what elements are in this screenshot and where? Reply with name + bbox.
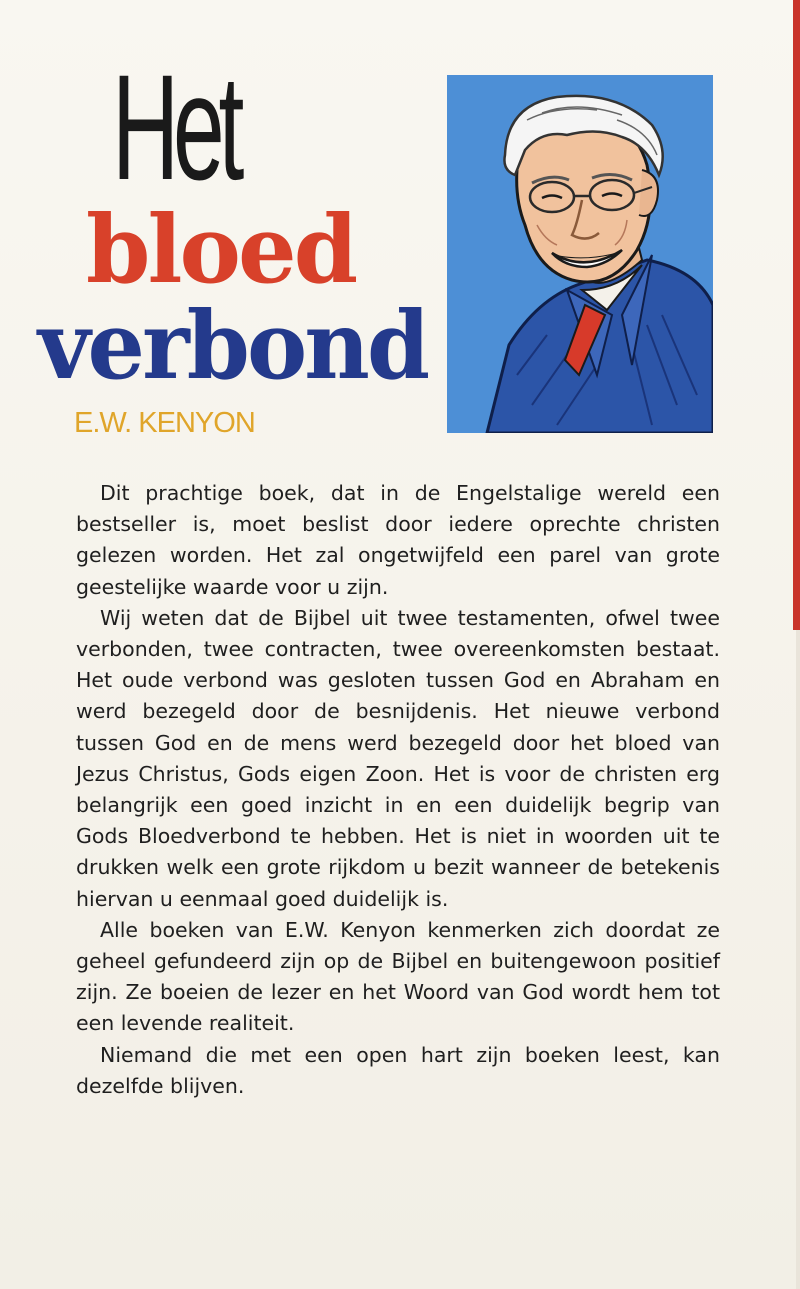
title-verbond: verbond	[38, 291, 428, 401]
spine-edge	[796, 630, 800, 1289]
blurb-paragraph-4: Niemand die met een open hart zijn boeken leest, kan dezelfde blijven.	[76, 1042, 720, 1098]
blurb-paragraph-2: Wij weten dat de Bijbel uit twee testamenten, ofwel twee verbonden, twee contracten, twee overeenkomsten bestaat. Het oude verbond was gesloten tussen God en Abraham en werd bezegeld door de besnijdenis. Het nieuwe verbond tussen God en de mens werd bezegeld door het bloed van Jezus Christus, Gods eigen Zoon. Het is voor de christen erg belangrijk een goed inzicht in en een duidelijk begrip van Gods Bloedverbond te hebben. Het is niet in woorden uit te drukken welk een grote rijkdom u bezit wanneer de betekenis hiervan u eenmaal goed duidelijk is.	[76, 605, 720, 911]
title-het: Het	[112, 43, 239, 211]
author-name: E.W. KENYON	[74, 407, 255, 439]
blurb-paragraph-1: Dit prachtige boek, dat in de Engelstalige wereld een bestseller is, moet beslist door iedere oprechte christen gelezen worden. Het zal ongetwijfeld een parel van grote geestelijke waarde voor u zijn.	[76, 481, 720, 599]
blurb-paragraph-3: Alle boeken van E.W. Kenyon kenmerken zich doordat ze geheel gefundeerd zijn op de Bijbel en buitengewoon positief zijn. Ze boeien de lezer en het Woord van God wordt hem tot een levende realiteit.	[76, 917, 720, 1036]
title-bloed: bloed	[86, 195, 356, 305]
portrait-illustration	[447, 75, 713, 433]
red-spine-edge	[793, 0, 800, 630]
author-portrait	[447, 75, 713, 433]
blurb-text	[76, 478, 720, 1102]
